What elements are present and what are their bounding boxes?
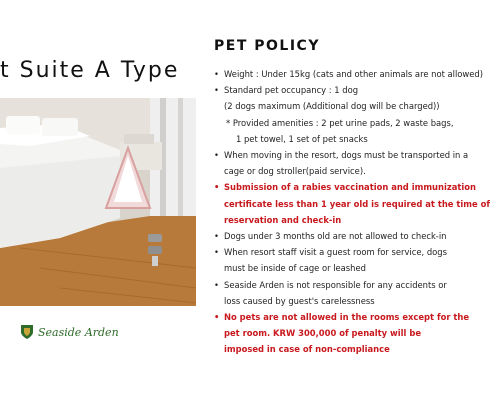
policy-line-text: * Provided amenities : 2 pet urine pads, 2 waste bags,: [226, 117, 454, 128]
bullet-icon: •: [214, 150, 219, 161]
crest-icon: [20, 324, 34, 340]
policy-line-text: certificate less than 1 year old is required at the time of: [224, 198, 490, 209]
policy-line-text: cage or dog stroller(paid service).: [224, 166, 366, 177]
bullet-icon: •: [214, 312, 220, 323]
policy-line: [214, 147, 469, 163]
policy-line: [214, 228, 447, 244]
policy-line-text: pet room. KRW 300,000 of penalty will be: [224, 328, 422, 339]
brand-name: Seaside Arden: [38, 325, 119, 339]
policy-line-text: loss caused by guest's carelessness: [224, 295, 375, 306]
bullet-icon: •: [214, 231, 219, 242]
policy-line-text: must be inside of cage or leashed: [224, 263, 366, 274]
pet-policy: [214, 38, 490, 358]
bullet-icon: •: [214, 247, 219, 258]
policy-line: [214, 244, 447, 260]
policy-line: [214, 66, 484, 82]
policy-line-text: Seaside Arden is not responsible for any accidents or: [224, 279, 447, 290]
policy-line: [214, 260, 420, 276]
room-title: t Suite A Type: [0, 58, 180, 83]
policy-line-text: reservation and check-in: [224, 214, 342, 225]
policy-line: [214, 341, 420, 357]
policy-line-text: Weight : Under 15kg (cats and other animals are not allowed): [224, 69, 484, 79]
policy-line: [214, 212, 420, 228]
policy-line-text: Submission of a rabies vaccination and immunization: [224, 182, 476, 193]
policy-line: [214, 196, 490, 212]
policy-line-text: No pets are not allowed in the rooms except for the: [224, 312, 470, 323]
policy-line: [214, 325, 420, 341]
bullet-icon: •: [214, 182, 220, 193]
policy-line-text: Standard pet occupancy : 1 dog: [224, 85, 359, 96]
policy-line: [214, 82, 420, 98]
policy-line: [214, 115, 454, 131]
policy-list: [214, 66, 490, 358]
policy-line: [214, 277, 447, 293]
policy-line: [214, 179, 476, 195]
policy-line: [214, 131, 420, 147]
policy-title: PET POLICY: [214, 38, 320, 54]
policy-line: [214, 293, 420, 309]
policy-line-text: 1 pet towel, 1 set of pet snacks: [236, 133, 368, 144]
policy-line-text: When resort staff visit a guest room for service, dogs: [224, 247, 447, 258]
policy-line: [214, 98, 440, 114]
policy-line: [214, 163, 420, 179]
bullet-icon: •: [214, 85, 219, 96]
bullet-icon: •: [214, 69, 219, 79]
policy-line-text: imposed in case of non-compliance: [224, 344, 390, 355]
room-photo: [0, 98, 196, 306]
policy-line-text: Dogs under 3 months old are not allowed to check-in: [224, 231, 447, 242]
brand-logo: [20, 324, 119, 340]
policy-line-text: (2 dogs maximum (Additional dog will be charged)): [224, 101, 440, 112]
bullet-icon: •: [214, 279, 219, 290]
policy-line: [214, 309, 470, 325]
policy-line-text: When moving in the resort, dogs must be transported in a: [224, 150, 469, 161]
